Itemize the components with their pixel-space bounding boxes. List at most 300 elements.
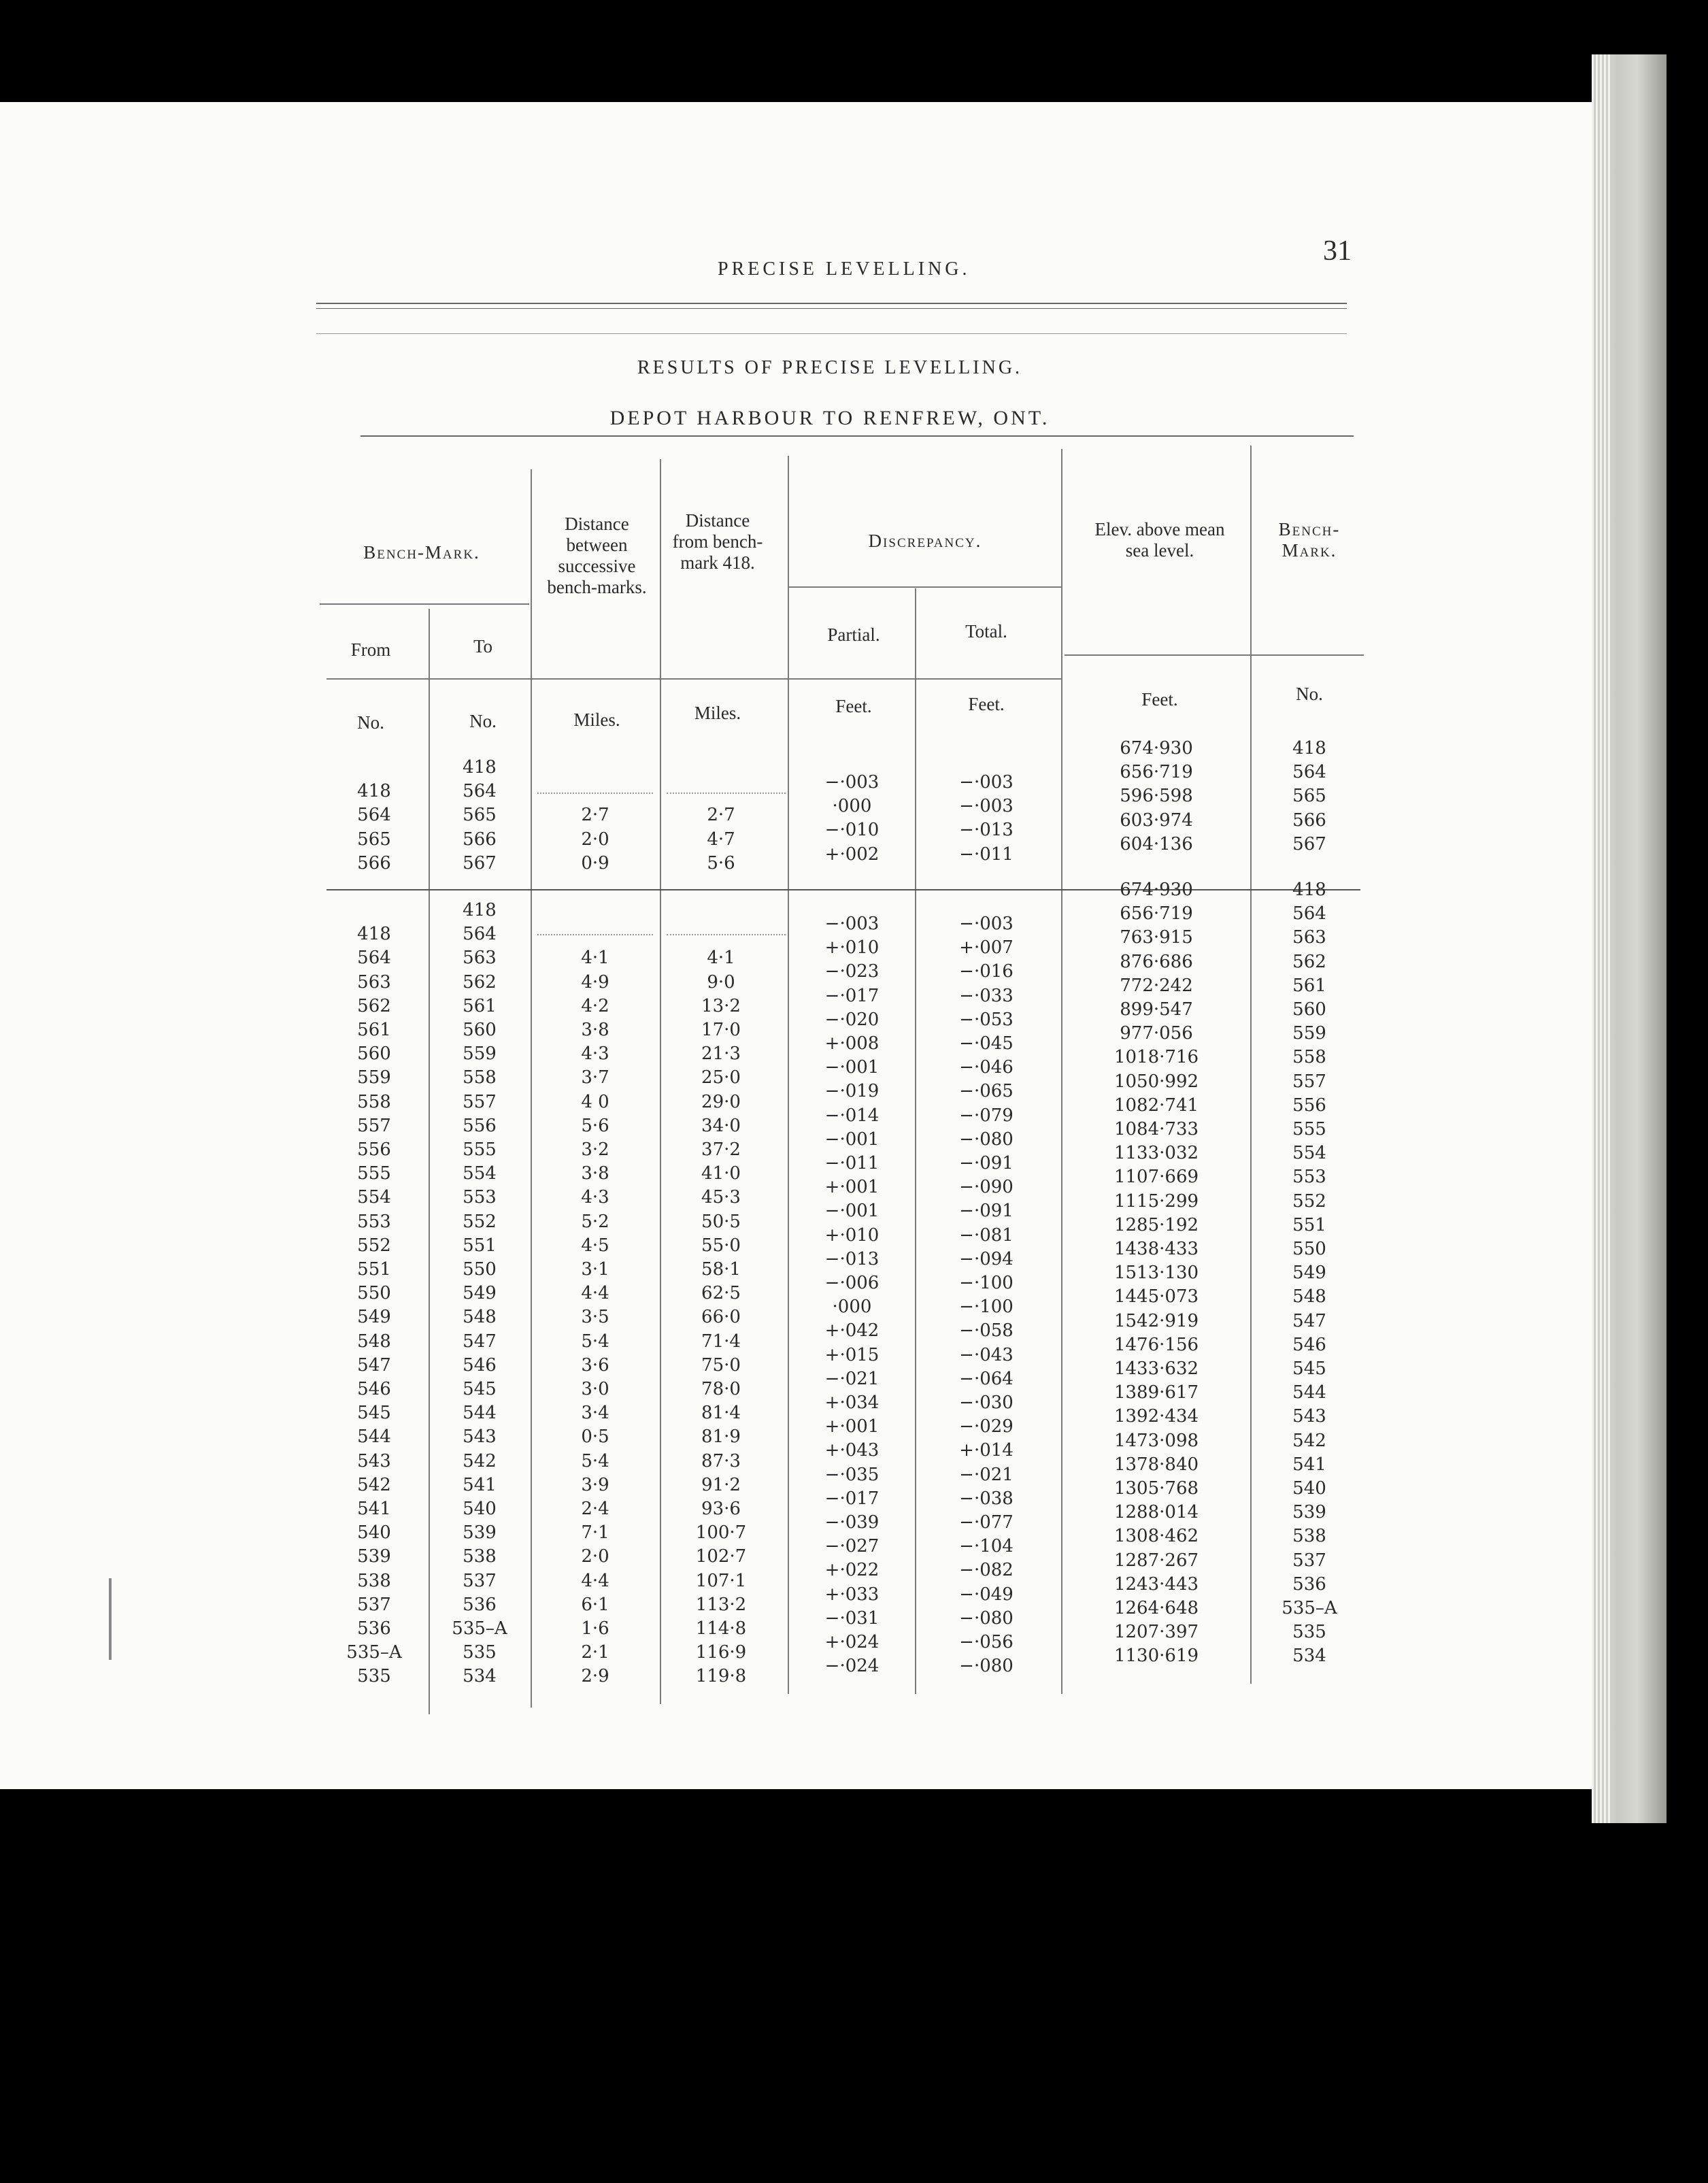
cell-distance-from: 37·2 <box>701 1139 741 1160</box>
cell-total: −·030 <box>959 1393 1014 1413</box>
cell-distance-from: 45·3 <box>701 1187 741 1208</box>
unit-distance-between: Miles. <box>573 710 620 730</box>
cell-elevation: 1389·617 <box>1113 1382 1199 1403</box>
cell-distance-from: 107·1 <box>695 1570 747 1591</box>
cell-to: 537 <box>463 1570 497 1591</box>
cell-distance-from: 71·4 <box>701 1331 741 1352</box>
cell-bench-mark: 547 <box>1292 1310 1326 1331</box>
cell-to: 546 <box>463 1354 497 1376</box>
cell-bench-mark: 542 <box>1292 1430 1326 1451</box>
cell-bench-mark: 561 <box>1292 975 1326 996</box>
cell-partial: +·034 <box>824 1393 880 1413</box>
cell-partial: +·043 <box>824 1440 880 1461</box>
cell-to: 538 <box>463 1546 497 1567</box>
col-rule-bench-mark <box>1250 446 1252 1684</box>
unit-distance-from: Miles. <box>694 703 741 723</box>
cell-distance-between: 2·4 <box>581 1499 609 1519</box>
cell-distance-between: 2·0 <box>581 829 609 850</box>
cell-distance-between: 4·3 <box>581 1044 609 1065</box>
cell-to: 560 <box>463 1020 497 1040</box>
cell-bench-mark: 563 <box>1292 927 1326 948</box>
cell-distance-between: 4·4 <box>581 1283 609 1304</box>
unit-elevation: Feet. <box>1141 689 1178 710</box>
cell-elevation: 1438·433 <box>1113 1239 1199 1259</box>
cell-elevation: 1130·619 <box>1113 1646 1199 1667</box>
cell-bench-mark: 559 <box>1292 1023 1326 1044</box>
cell-bench-mark: 564 <box>1292 762 1326 783</box>
cell-distance-between: 5·2 <box>581 1211 609 1232</box>
cell-elevation: 604·136 <box>1120 833 1193 854</box>
cell-elevation: 596·598 <box>1120 786 1193 807</box>
cell-bench-mark: 560 <box>1292 999 1326 1020</box>
cell-partial: −·001 <box>824 1057 880 1078</box>
cell-partial: −·006 <box>824 1273 880 1293</box>
cell-partial: +·042 <box>824 1320 880 1342</box>
cell-elevation: 763·915 <box>1120 927 1193 948</box>
cell-distance-from: 66·0 <box>701 1307 741 1328</box>
cell-total: −·100 <box>959 1273 1014 1293</box>
cell-total: −·029 <box>959 1416 1014 1437</box>
cell-to: 536 <box>463 1594 497 1615</box>
cell-partial: −·013 <box>824 1248 880 1269</box>
cell-bench-mark: 546 <box>1292 1334 1326 1355</box>
cell-distance-between: 4 0 <box>581 1091 609 1112</box>
cell-from: 554 <box>357 1187 391 1208</box>
cell-partial: −·001 <box>824 1129 880 1150</box>
cell-elevation: 1513·130 <box>1113 1263 1199 1284</box>
cell-distance-between: 2·0 <box>581 1546 609 1567</box>
cell-total: −·038 <box>959 1488 1014 1509</box>
cell-distance-between: 2·7 <box>581 805 609 826</box>
cell-to: 548 <box>463 1307 497 1328</box>
col-rule-from-418 <box>660 459 661 1704</box>
cell-elevation: 1264·648 <box>1113 1598 1199 1618</box>
cell-to: 540 <box>463 1499 497 1519</box>
unit-bench-mark: No. <box>1296 684 1323 704</box>
cell-from: 557 <box>357 1115 391 1136</box>
cell-to: 549 <box>463 1283 497 1304</box>
cell-elevation: 1433·632 <box>1113 1359 1199 1379</box>
cell-total: −·043 <box>959 1344 1014 1365</box>
cell-elevation: 1305·768 <box>1113 1478 1199 1499</box>
col-rule-between <box>531 469 532 1707</box>
cell-partial: −·035 <box>824 1464 880 1485</box>
cell-bench-mark: 543 <box>1292 1406 1326 1427</box>
cell-bench-mark: 549 <box>1292 1263 1326 1284</box>
header-distance-between: Distance between successive bench-marks. <box>547 514 647 597</box>
cell-partial: +·022 <box>824 1560 880 1581</box>
cell-partial: +·015 <box>824 1344 880 1365</box>
cell-to: 554 <box>463 1163 497 1184</box>
cell-total: −·003 <box>959 914 1014 934</box>
cell-elevation: 772·242 <box>1120 975 1193 996</box>
header-elevation: Elev. above mean sea level. <box>1094 519 1225 561</box>
cell-bench-mark: 553 <box>1292 1167 1326 1188</box>
cell-partial: −·001 <box>824 1201 880 1222</box>
cell-partial: +·010 <box>824 1224 880 1246</box>
cell-elevation: 1392·434 <box>1113 1406 1199 1427</box>
table-subtitle: DEPOT HARBOUR TO RENFREW, ONT. <box>609 407 1050 429</box>
cell-distance-from: 81·9 <box>701 1427 741 1448</box>
head-rule-3 <box>316 333 1347 334</box>
cell-distance-from: 4·1 <box>707 948 735 969</box>
cell-distance-from: 91·2 <box>701 1474 741 1495</box>
cell-bench-mark: 418 <box>1292 880 1326 900</box>
cell-elevation: 1445·073 <box>1113 1286 1199 1307</box>
cell-distance-between: 0·9 <box>581 852 609 873</box>
cell-distance-between: 7·1 <box>581 1522 609 1544</box>
cell-distance-from: 21·3 <box>701 1044 741 1065</box>
col-rule-total <box>915 588 916 1694</box>
cell-partial: −·003 <box>824 914 880 934</box>
cell-total: −·013 <box>959 820 1014 841</box>
cell-distance-between: 4·9 <box>581 971 609 993</box>
cell-partial: −·014 <box>824 1105 880 1126</box>
cell-to: 566 <box>463 829 497 850</box>
cell-distance-from: 87·3 <box>701 1450 741 1471</box>
cell-distance-between: 2·9 <box>581 1666 609 1687</box>
cell-total: −·081 <box>959 1224 1014 1246</box>
cell-distance-from: 113·2 <box>695 1594 747 1615</box>
cell-total: +·007 <box>959 937 1014 959</box>
cell-to: 565 <box>463 805 497 826</box>
col-rule-to <box>429 609 430 1714</box>
cell-total: −·058 <box>959 1320 1014 1342</box>
binding-mark <box>109 1578 112 1660</box>
running-head: PRECISE LEVELLING. <box>718 259 971 280</box>
cell-distance-between: 4·3 <box>581 1187 609 1208</box>
cell-elevation: 977·056 <box>1120 1023 1193 1044</box>
header-distance-from: Distance from bench-mark 418. <box>672 510 763 573</box>
cell-partial: −·003 <box>824 772 880 793</box>
cell-bench-mark: 567 <box>1292 833 1326 854</box>
cell-total: −·080 <box>959 1607 1014 1629</box>
cell-from: 545 <box>357 1403 391 1424</box>
cell-distance-from: 25·0 <box>701 1067 741 1088</box>
cell-distance-between: 2·1 <box>581 1642 609 1663</box>
cell-elevation: 656·719 <box>1120 762 1193 783</box>
cell-elevation: 1050·992 <box>1113 1071 1199 1092</box>
unit-partial: Feet. <box>835 696 872 716</box>
cell-total: −·091 <box>959 1201 1014 1222</box>
cell-distance-from: 75·0 <box>701 1354 741 1376</box>
cell-distance-from: 93·6 <box>701 1499 741 1519</box>
cell-distance-from: 119·8 <box>695 1666 747 1687</box>
cell-total: −·016 <box>959 961 1014 982</box>
cell-bench-mark: 556 <box>1292 1095 1326 1116</box>
cell-distance-between: 3·8 <box>581 1020 609 1040</box>
cell-bench-mark: 557 <box>1292 1071 1326 1092</box>
cell-bench-mark: 537 <box>1292 1550 1326 1571</box>
cell-elevation: 1115·299 <box>1113 1190 1199 1212</box>
cell-partial: +·001 <box>824 1177 880 1198</box>
cell-elevation: 1308·462 <box>1113 1526 1199 1547</box>
cell-total: −·077 <box>959 1512 1014 1533</box>
cell-from: 535–A <box>346 1642 402 1663</box>
cell-distance-from: 17·0 <box>701 1020 741 1040</box>
header-discrepancy: Discrepancy. <box>868 531 982 551</box>
cell-total: −·046 <box>959 1057 1014 1078</box>
cell-total: −·104 <box>959 1536 1014 1557</box>
cell-from: 538 <box>357 1570 391 1591</box>
cell-distance-between: 3·8 <box>581 1163 609 1184</box>
cell-distance-between: 5·4 <box>581 1450 609 1471</box>
cell-to: 547 <box>463 1331 497 1352</box>
cell-distance-between: 4·4 <box>581 1570 609 1591</box>
cell-total: −·045 <box>959 1033 1014 1054</box>
cell-from: 561 <box>357 1020 391 1040</box>
cell-to: 558 <box>463 1067 497 1088</box>
cell-partial: −·031 <box>824 1607 880 1629</box>
cell-elevation: 899·547 <box>1120 999 1193 1020</box>
cell-elevation: 1082·741 <box>1113 1095 1199 1116</box>
cell-from: 558 <box>357 1091 391 1112</box>
cell-partial: −·017 <box>824 985 880 1006</box>
cell-elevation: 1476·156 <box>1113 1334 1199 1355</box>
cell-distance-from: 102·7 <box>695 1546 747 1567</box>
cell-bench-mark: 418 <box>1292 738 1326 759</box>
cell-distance-between: 3·0 <box>581 1379 609 1399</box>
rule-under-headers-right <box>1065 654 1364 656</box>
cell-elevation: 674·930 <box>1120 880 1193 900</box>
cell-to: 567 <box>463 852 497 873</box>
cell-from: 555 <box>357 1163 391 1184</box>
cell-distance-from: 4·7 <box>707 829 735 850</box>
cell-bench-mark: 538 <box>1292 1526 1326 1547</box>
cell-from: 537 <box>357 1594 391 1615</box>
cell-distance-from: 13·2 <box>701 995 741 1016</box>
cell-bench-mark: 535–A <box>1282 1598 1337 1618</box>
cell-partial: +·024 <box>824 1632 880 1652</box>
cell-total: −·064 <box>959 1368 1014 1389</box>
header-to: To <box>473 636 493 656</box>
cell-from: 565 <box>357 829 391 850</box>
cell-bench-mark: 562 <box>1292 951 1326 972</box>
cell-from: 556 <box>357 1139 391 1160</box>
cell-total: −·082 <box>959 1560 1014 1581</box>
cell-elevation: 1288·014 <box>1113 1502 1199 1523</box>
cell-distance-between: 3·6 <box>581 1354 609 1376</box>
cell-from: 541 <box>357 1499 391 1519</box>
cell-bench-mark: 550 <box>1292 1239 1326 1259</box>
cell-partial: ·000 <box>832 1297 872 1318</box>
cell-total: −·079 <box>959 1105 1014 1126</box>
cell-partial: −·024 <box>824 1656 880 1677</box>
header-bench-mark: Bench-Mark. <box>363 542 480 563</box>
cell-distance-from: 114·8 <box>695 1618 747 1639</box>
cell-distance-from: 62·5 <box>701 1283 741 1304</box>
cell-partial: −·021 <box>824 1368 880 1389</box>
cell-total: −·053 <box>959 1009 1014 1030</box>
cell-to: 541 <box>463 1474 497 1495</box>
cell-distance-between: 3·7 <box>581 1067 609 1088</box>
cell-from: 566 <box>357 852 391 873</box>
cell-total: −·011 <box>959 844 1014 865</box>
cell-distance-between: 3·5 <box>581 1307 609 1328</box>
cell-from: 535 <box>357 1666 391 1687</box>
cell-total: −·080 <box>959 1129 1014 1150</box>
cell-distance-between: 0·5 <box>581 1427 609 1448</box>
cell-partial: ·000 <box>832 796 872 817</box>
cell-bench-mark: 545 <box>1292 1359 1326 1379</box>
col-rule-elevation <box>1061 449 1062 1694</box>
cell-from: 562 <box>357 995 391 1016</box>
cell-distance-between: 1·6 <box>581 1618 609 1639</box>
cell-bench-mark: 558 <box>1292 1047 1326 1068</box>
cell-from: 563 <box>357 971 391 993</box>
cell-to: 556 <box>463 1115 497 1136</box>
cell-from: 539 <box>357 1546 391 1567</box>
cell-from: 547 <box>357 1354 391 1376</box>
cell-to: 551 <box>463 1235 497 1256</box>
cell-from: 564 <box>357 805 391 826</box>
cell-to: 539 <box>463 1522 497 1544</box>
cell-elevation: 1542·919 <box>1113 1310 1199 1331</box>
cell-total: −·056 <box>959 1632 1014 1652</box>
cell-from: 559 <box>357 1067 391 1088</box>
cell-to: 545 <box>463 1379 497 1399</box>
unit-from: No. <box>357 712 384 733</box>
cell-elevation: 656·719 <box>1120 903 1193 924</box>
cell-partial: −·039 <box>824 1512 880 1533</box>
cell-elevation: 1084·733 <box>1113 1119 1199 1139</box>
cell-partial: +·002 <box>824 844 880 865</box>
cell-elevation: 1285·192 <box>1113 1214 1199 1235</box>
cell-bench-mark: 540 <box>1292 1478 1326 1499</box>
cell-elevation: 1018·716 <box>1113 1047 1199 1068</box>
cell-elevation: 674·930 <box>1120 738 1193 759</box>
cell-from: 551 <box>357 1259 391 1280</box>
cell-from: 540 <box>357 1522 391 1544</box>
cell-partial: −·010 <box>824 820 880 841</box>
cell-bench-mark: 551 <box>1292 1214 1326 1235</box>
cell-to: 418 <box>463 900 497 920</box>
head-rule-1 <box>316 303 1347 304</box>
cell-bench-mark: 534 <box>1292 1646 1326 1667</box>
cell-to: 544 <box>463 1403 497 1424</box>
cell-elevation: 1473·098 <box>1113 1430 1199 1451</box>
header-total: Total. <box>965 621 1007 641</box>
cell-distance-between: 3·4 <box>581 1403 609 1424</box>
cell-partial: −·019 <box>824 1081 880 1102</box>
cell-total: −·065 <box>959 1081 1014 1102</box>
cell-total: −·049 <box>959 1584 1014 1605</box>
cell-distance-from: 5·6 <box>707 852 735 873</box>
cell-total: +·014 <box>959 1440 1014 1461</box>
cell-distance-from: 78·0 <box>701 1379 741 1399</box>
cell-partial: +·008 <box>824 1033 880 1054</box>
cell-to: 562 <box>463 971 497 993</box>
cell-partial: +·033 <box>824 1584 880 1605</box>
cell-total: −·003 <box>959 772 1014 793</box>
cell-bench-mark: 554 <box>1292 1143 1326 1164</box>
head-rule-2 <box>316 308 1347 309</box>
cell-from: 552 <box>357 1235 391 1256</box>
cell-bench-mark: 552 <box>1292 1190 1326 1212</box>
cell-distance-from: 9·0 <box>707 971 735 993</box>
page-number: 31 <box>1323 235 1352 267</box>
dotted-leader <box>667 934 786 935</box>
cell-distance-from: 29·0 <box>701 1091 741 1112</box>
cell-from: 418 <box>357 924 391 945</box>
cell-to: 564 <box>463 781 497 802</box>
cell-elevation: 1243·443 <box>1113 1573 1199 1595</box>
cell-partial: −·020 <box>824 1009 880 1030</box>
cell-partial: −·011 <box>824 1153 880 1173</box>
cell-distance-between: 3·2 <box>581 1139 609 1160</box>
cell-bench-mark: 539 <box>1292 1502 1326 1523</box>
cell-distance-between: 5·4 <box>581 1331 609 1352</box>
rule-under-bench-mark <box>320 603 529 605</box>
cell-partial: −·017 <box>824 1488 880 1509</box>
cell-elevation: 1378·840 <box>1113 1454 1199 1475</box>
cell-distance-from: 50·5 <box>701 1211 741 1232</box>
cell-to: 552 <box>463 1211 497 1232</box>
unit-to: No. <box>469 711 497 731</box>
cell-from: 418 <box>357 781 391 802</box>
cell-distance-between: 5·6 <box>581 1115 609 1136</box>
cell-from: 546 <box>357 1379 391 1399</box>
col-rule-partial <box>788 456 789 1694</box>
cell-bench-mark: 565 <box>1292 786 1326 807</box>
cell-total: −·021 <box>959 1464 1014 1485</box>
cell-from: 543 <box>357 1450 391 1471</box>
cell-total: −·091 <box>959 1153 1014 1173</box>
cell-distance-from: 58·1 <box>701 1259 741 1280</box>
cell-elevation: 603·974 <box>1120 810 1193 831</box>
cell-elevation: 876·686 <box>1120 951 1193 972</box>
cell-to: 553 <box>463 1187 497 1208</box>
cell-distance-from: 100·7 <box>695 1522 747 1544</box>
cell-partial: −·027 <box>824 1536 880 1557</box>
cell-distance-from: 41·0 <box>701 1163 741 1184</box>
cell-to: 555 <box>463 1139 497 1160</box>
cell-distance-between: 3·9 <box>581 1474 609 1495</box>
cell-distance-from: 55·0 <box>701 1235 741 1256</box>
cell-to: 543 <box>463 1427 497 1448</box>
cell-from: 544 <box>357 1427 391 1448</box>
cell-total: −·080 <box>959 1656 1014 1677</box>
cell-to: 418 <box>463 757 497 778</box>
cell-to: 559 <box>463 1044 497 1065</box>
cell-bench-mark: 548 <box>1292 1286 1326 1307</box>
cell-from: 542 <box>357 1474 391 1495</box>
title-rule <box>361 435 1354 437</box>
cell-elevation: 1107·669 <box>1113 1167 1199 1188</box>
cell-from: 548 <box>357 1331 391 1352</box>
cell-partial: +·010 <box>824 937 880 959</box>
cell-from: 553 <box>357 1211 391 1232</box>
cell-elevation: 1287·267 <box>1113 1550 1199 1571</box>
rule-under-discrepancy <box>789 586 1061 588</box>
cell-from: 549 <box>357 1307 391 1328</box>
cell-elevation: 1207·397 <box>1113 1622 1199 1643</box>
dotted-leader <box>537 934 653 935</box>
cell-bench-mark: 541 <box>1292 1454 1326 1475</box>
cell-to: 563 <box>463 948 497 969</box>
cell-bench-mark: 544 <box>1292 1382 1326 1403</box>
cell-total: −·003 <box>959 796 1014 817</box>
cell-to: 550 <box>463 1259 497 1280</box>
cell-bench-mark: 566 <box>1292 810 1326 831</box>
cell-distance-from: 2·7 <box>707 805 735 826</box>
cell-to: 564 <box>463 924 497 945</box>
table-title: RESULTS OF PRECISE LEVELLING. <box>637 357 1023 378</box>
cell-total: −·094 <box>959 1248 1014 1269</box>
header-bench-mark-right: Bench-Mark. <box>1278 519 1341 561</box>
cell-total: −·090 <box>959 1177 1014 1198</box>
cell-to: 535–A <box>452 1618 507 1639</box>
